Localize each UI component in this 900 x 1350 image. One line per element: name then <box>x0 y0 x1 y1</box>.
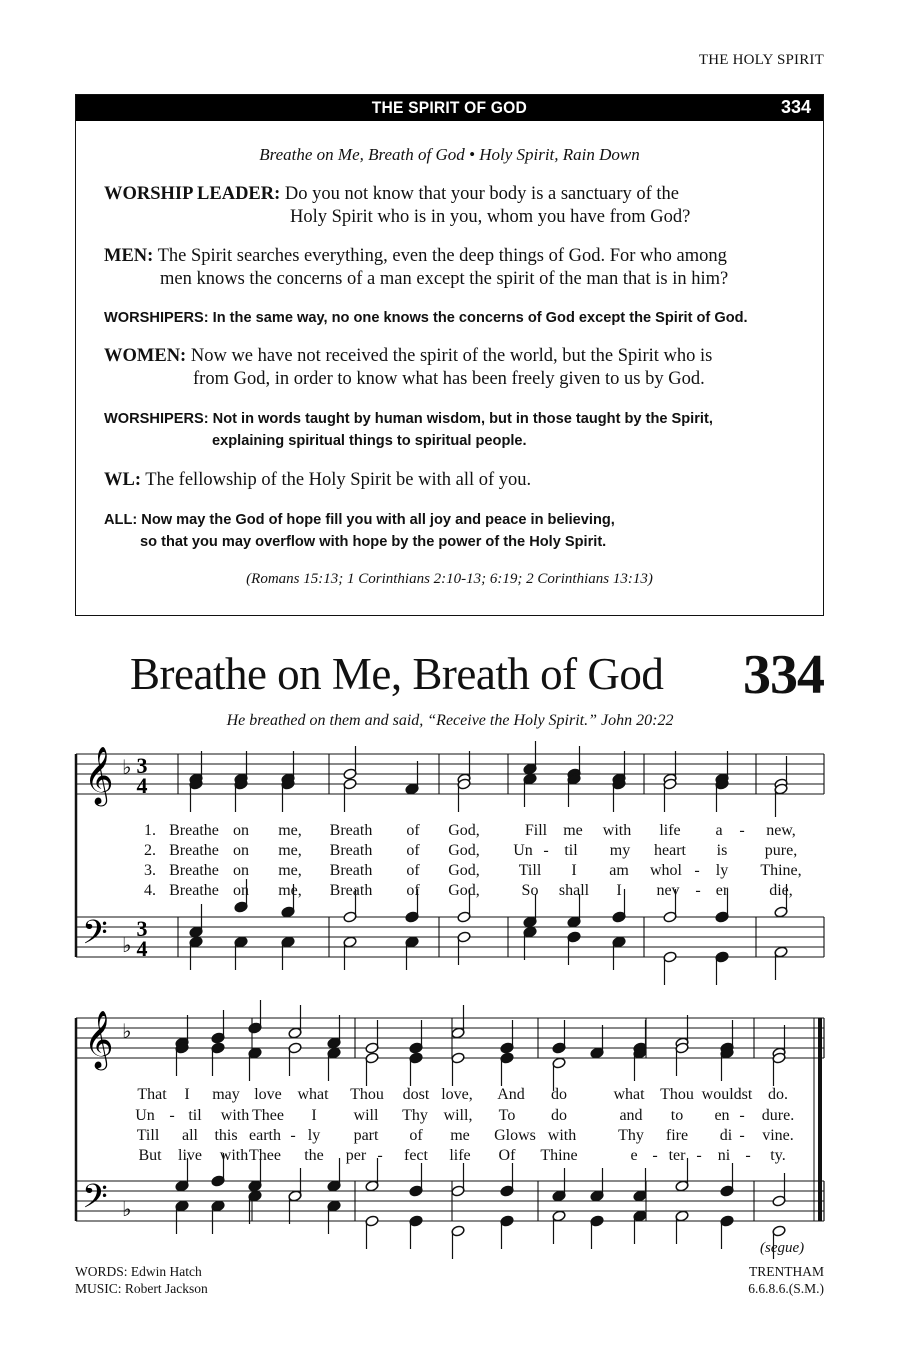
note-head <box>409 1163 423 1197</box>
verse-4-lyric: But <box>138 1147 162 1164</box>
note-head <box>720 1047 734 1081</box>
verse-3-lyric: ly <box>715 862 729 879</box>
treble-clef-icon: 𝄞 <box>84 746 114 804</box>
reading-line-worshipers-1: WORSHIPERS: In the same way, no one knows the concerns of God except the Spirit of God. <box>104 310 748 326</box>
verse-1-lyric: Thou <box>660 1086 694 1103</box>
verse-4-lyric: with <box>219 1147 249 1164</box>
note-head <box>248 1190 262 1224</box>
note-head <box>405 761 419 795</box>
verse-4-lyric: per <box>345 1147 367 1164</box>
verse-1-lyric: love <box>254 1086 282 1103</box>
verse-4-lyric: die, <box>769 882 793 899</box>
verse-2-lyric: I <box>311 1107 317 1124</box>
verse-4-lyric: God, <box>448 882 480 899</box>
verse-1-lyric: God, <box>448 822 480 839</box>
reading-line-wl: WL: The fellowship of the Holy Spirit be with all of you. <box>104 470 532 490</box>
verse-4-lyric: I <box>616 882 622 899</box>
note-head <box>365 1215 379 1249</box>
verse-2-lyric: and <box>619 1107 643 1124</box>
note-head <box>612 936 626 970</box>
reading-line-worshipers-2: WORSHIPERS: Not in words taught by human wisdom, but in those taught by the Spirit, explaining spiritual things to spiritual people. <box>104 411 713 449</box>
note-head <box>451 1163 465 1197</box>
verse-2-lyric: do <box>551 1107 567 1124</box>
verse-4-lyric: Thine <box>540 1147 578 1164</box>
verse-3-lyric: ly <box>307 1127 321 1144</box>
note-head <box>175 1200 189 1234</box>
verse-2-lyric: will <box>353 1107 379 1124</box>
note-head <box>552 1020 566 1054</box>
note-head <box>248 1000 262 1034</box>
verse-3-lyric: with <box>547 1127 577 1144</box>
verse-4-lyric: - <box>652 1147 658 1164</box>
note-head <box>612 778 626 812</box>
reading-line-all: ALL: Now may the God of hope fill you with all joy and peace in believing, so that you may overflow with hope by the power of the Holy Spirit. <box>104 512 615 550</box>
verse-1-lyric: me, <box>278 822 302 839</box>
verse-3-lyric: me <box>450 1127 470 1144</box>
note-head <box>772 1173 786 1207</box>
verse-2-lyric: Un <box>513 842 533 859</box>
verse-3-lyric: of <box>409 1127 423 1144</box>
note-head <box>552 1168 566 1202</box>
verse-3-lyric: - <box>739 1127 745 1144</box>
note-head <box>451 1005 465 1039</box>
verse-2-lyric: on <box>233 842 249 859</box>
verse-3-lyric: all <box>182 1127 198 1144</box>
note-head <box>633 1210 647 1244</box>
verse-4-lyric: - <box>745 1147 751 1164</box>
verse-1-lyric: Breath <box>329 822 373 839</box>
verse-1-lyric: life <box>659 822 681 839</box>
verse-2-lyric: til <box>564 842 578 859</box>
verse-1-lyric: what <box>613 1086 645 1103</box>
verse-4-lyric: on <box>233 882 249 899</box>
note-head <box>189 778 203 812</box>
note-head <box>633 1047 647 1081</box>
verse-3-lyric: God, <box>448 862 480 879</box>
note-head <box>567 931 581 965</box>
verse-2-lyric: pure, <box>764 842 798 859</box>
verse-2-lyric: will, <box>443 1107 473 1124</box>
note-head <box>288 1042 302 1076</box>
note-head <box>457 931 471 965</box>
verse-1-lyric: wouldst <box>701 1086 753 1103</box>
verse-2-lyric: To <box>498 1107 516 1124</box>
verse-3-lyric: 3. <box>144 862 156 879</box>
verse-4-lyric: - <box>695 882 701 899</box>
verse-2-lyric: til <box>188 1107 202 1124</box>
verse-2-lyric: heart <box>654 842 686 859</box>
verse-3-lyric: part <box>353 1127 379 1144</box>
time-signature-bottom: 4 <box>136 773 148 798</box>
note-head <box>715 778 729 812</box>
note-head <box>175 1042 189 1076</box>
note-head <box>365 1052 379 1086</box>
meter: 6.6.8.6.(S.M.) <box>748 1281 824 1296</box>
verse-3-lyric: vine. <box>762 1127 794 1144</box>
words-credit: WORDS: Edwin Hatch <box>75 1264 202 1279</box>
hymn-title: Breathe on Me, Breath of God <box>130 649 664 699</box>
note-head <box>774 783 788 817</box>
verse-2-lyric: dure. <box>761 1107 795 1124</box>
note-head <box>500 1215 514 1249</box>
note-head <box>567 773 581 807</box>
note-head <box>234 778 248 812</box>
bass-clef-icon: 𝄢 <box>82 914 108 960</box>
verse-2-lyric: - <box>169 1107 175 1124</box>
flat-key-signature-icon: ♭ <box>122 933 132 957</box>
verse-2-lyric: my <box>609 842 631 859</box>
reading-line-worship-leader: WORSHIP LEADER: Do you not know that your body is a sanctuary of the Holy Spirit who is in you, whom you have from God? <box>104 184 691 227</box>
bass-clef-icon: 𝄢 <box>82 1178 108 1224</box>
verse-2-lyric: of <box>406 842 420 859</box>
credits-right <box>748 1263 824 1297</box>
verse-1-lyric: 1. <box>144 822 156 839</box>
note-head <box>523 926 537 960</box>
note-head <box>500 1020 514 1054</box>
verse-4-lyric: Of <box>498 1147 516 1164</box>
note-head <box>288 1005 302 1039</box>
verse-2-lyric: Un <box>135 1107 155 1124</box>
verse-3-lyric: Breath <box>329 862 373 879</box>
note-head <box>633 1168 647 1202</box>
reading-line-women: WOMEN: Now we have not received the spirit of the world, but the Spirit who is from God, in order to know what has been freely given to us by God. <box>104 346 713 389</box>
verse-1-lyric: me <box>563 822 583 839</box>
note-head <box>327 1200 341 1234</box>
note-head <box>248 1047 262 1081</box>
related-songs: Breathe on Me, Breath of God • Holy Spirit, Rain Down <box>259 145 640 164</box>
verse-1-lyric: Breathe <box>169 822 219 839</box>
note-head <box>327 1015 341 1049</box>
verse-1-lyric: of <box>406 822 420 839</box>
flat-key-signature-icon: ♭ <box>122 1197 132 1221</box>
note-head <box>772 1052 786 1086</box>
note-head <box>523 741 537 775</box>
note-head <box>343 778 357 812</box>
verse-4-lyric: nev <box>656 882 680 899</box>
verse-3-lyric: I <box>571 862 577 879</box>
verse-1-lyric: That <box>137 1086 167 1103</box>
verse-1-lyric: love, <box>441 1086 473 1103</box>
verse-1-lyric: And <box>497 1086 525 1103</box>
note-head <box>327 1047 341 1081</box>
verse-2-lyric: God, <box>448 842 480 859</box>
verse-1-lyric: what <box>297 1086 329 1103</box>
note-head <box>663 951 677 985</box>
note-head <box>675 1210 689 1244</box>
note-head <box>281 778 295 812</box>
note-head <box>567 894 581 928</box>
note-head <box>211 1010 225 1044</box>
note-head <box>288 1168 302 1202</box>
verse-2-lyric: Thy <box>402 1107 428 1124</box>
verse-2-lyric: to <box>670 1107 684 1124</box>
segue-marking: (segue) <box>760 1240 805 1256</box>
note-head <box>409 1215 423 1249</box>
verse-4-lyric: 4. <box>144 882 156 899</box>
note-head <box>343 936 357 970</box>
verse-1-lyric: do <box>551 1086 567 1103</box>
note-head <box>451 1225 465 1259</box>
section-heading: THE HOLY SPIRIT <box>698 52 824 68</box>
note-head <box>189 904 203 938</box>
verse-3-lyric: Till <box>136 1127 160 1144</box>
note-head <box>281 936 295 970</box>
verse-4-lyric: fect <box>404 1147 428 1164</box>
note-head <box>409 1052 423 1086</box>
verse-4-lyric: - <box>696 1147 702 1164</box>
verse-4-lyric: Thee <box>249 1147 281 1164</box>
note-head <box>234 936 248 970</box>
note-head <box>500 1163 514 1197</box>
reading-number: 334 <box>780 97 811 117</box>
verse-4-lyric: So <box>521 882 539 899</box>
note-head <box>720 1163 734 1197</box>
note-head <box>451 1052 465 1086</box>
note-head <box>663 778 677 812</box>
note-head <box>405 936 419 970</box>
note-head <box>409 1020 423 1054</box>
verse-1-lyric: I <box>184 1086 190 1103</box>
verse-2-lyric: is <box>716 842 728 859</box>
treble-clef-icon: 𝄞 <box>84 1010 114 1068</box>
verse-4-lyric: ni <box>717 1147 731 1164</box>
verse-2-lyric: Breathe <box>169 842 219 859</box>
reading-line-men: MEN: The Spirit searches everything, even the deep things of God. For who among men knows the concerns of a man except the spirit of the man that is in him? <box>104 246 729 289</box>
verse-3-lyric: of <box>406 862 420 879</box>
flat-key-signature-icon: ♭ <box>122 1019 132 1043</box>
credits-left <box>75 1263 208 1297</box>
verse-1-lyric: Thou <box>350 1086 384 1103</box>
verse-1-lyric: do. <box>768 1086 788 1103</box>
reading-title: THE SPIRIT OF GOD <box>371 98 528 117</box>
verse-3-lyric: me, <box>278 862 302 879</box>
time-signature-bottom: 4 <box>136 936 148 961</box>
note-head <box>500 1052 514 1086</box>
verse-4-lyric: me, <box>278 882 302 899</box>
verse-3-lyric: Breathe <box>169 862 219 879</box>
verse-1-lyric: - <box>739 822 745 839</box>
hymn-number: 334 <box>743 644 824 706</box>
verse-3-lyric: whol <box>650 862 682 879</box>
verse-2-lyric: en <box>714 1107 730 1124</box>
verse-4-lyric: the <box>304 1147 324 1164</box>
note-head <box>720 1215 734 1249</box>
verse-4-lyric: - <box>377 1147 383 1164</box>
note-head <box>211 1200 225 1234</box>
verse-2-lyric: 2. <box>144 842 156 859</box>
hymn-epigraph: He breathed on them and said, “Receive the Holy Spirit.” John 20:22 <box>226 712 674 729</box>
time-signature-top: 3 <box>136 916 148 941</box>
note-head <box>590 1168 604 1202</box>
verse-3-lyric: am <box>609 862 629 879</box>
note-head <box>523 773 537 807</box>
verse-3-lyric: Glows <box>494 1127 536 1144</box>
scripture-citation: (Romans 15:13; 1 Corinthians 2:10-13; 6:19; 2 Corinthians 13:13) <box>246 571 653 587</box>
tune-name: TRENTHAM <box>749 1264 824 1279</box>
note-head <box>365 1020 379 1054</box>
verse-1-lyric: Fill <box>524 822 548 839</box>
verse-1-lyric: may <box>212 1086 240 1103</box>
verse-2-lyric: me, <box>278 842 302 859</box>
note-head <box>675 1042 689 1076</box>
verse-2-lyric: Thee <box>252 1107 284 1124</box>
verse-1-lyric: on <box>233 822 249 839</box>
note-head <box>590 1025 604 1059</box>
note-head <box>457 778 471 812</box>
flat-key-signature-icon: ♭ <box>122 755 132 779</box>
verse-2-lyric: - <box>543 842 549 859</box>
verse-3-lyric: Thy <box>618 1127 644 1144</box>
verse-2-lyric: - <box>739 1107 745 1124</box>
verse-3-lyric: - <box>694 862 700 879</box>
verse-3-lyric: this <box>214 1127 238 1144</box>
lyrics <box>135 822 801 1164</box>
note-head <box>590 1215 604 1249</box>
verse-1-lyric: new, <box>766 822 796 839</box>
verse-4-lyric: ty. <box>770 1147 786 1164</box>
verse-3-lyric: earth <box>249 1127 281 1144</box>
verse-4-lyric: shall <box>558 882 590 899</box>
note-head <box>343 746 357 780</box>
verse-3-lyric: on <box>233 862 249 879</box>
note-head <box>327 1158 341 1192</box>
verse-3-lyric: fire <box>665 1127 689 1144</box>
note-head <box>715 951 729 985</box>
verse-1-lyric: a <box>715 822 723 839</box>
verse-3-lyric: Thine, <box>760 862 802 879</box>
verse-4-lyric: Breath <box>329 882 373 899</box>
verse-4-lyric: e <box>630 1147 638 1164</box>
note-head <box>189 936 203 970</box>
verse-2-lyric: with <box>220 1107 250 1124</box>
music-credit: MUSIC: Robert Jackson <box>75 1281 208 1296</box>
note-head <box>211 1042 225 1076</box>
note-head <box>774 946 788 980</box>
verse-2-lyric: Breath <box>329 842 373 859</box>
verse-4-lyric: of <box>406 882 420 899</box>
verse-3-lyric: di <box>719 1127 733 1144</box>
verse-4-lyric: ter <box>668 1147 686 1164</box>
verse-4-lyric: live <box>178 1147 202 1164</box>
verse-4-lyric: er <box>715 882 729 899</box>
note-head <box>523 894 537 928</box>
verse-4-lyric: Breathe <box>169 882 219 899</box>
verse-3-lyric: - <box>290 1127 296 1144</box>
time-signature-top: 3 <box>136 753 148 778</box>
note-head <box>552 1210 566 1244</box>
verse-1-lyric: dost <box>402 1086 430 1103</box>
verse-1-lyric: with <box>602 822 632 839</box>
verse-3-lyric: Till <box>518 862 542 879</box>
verse-4-lyric: life <box>449 1147 471 1164</box>
